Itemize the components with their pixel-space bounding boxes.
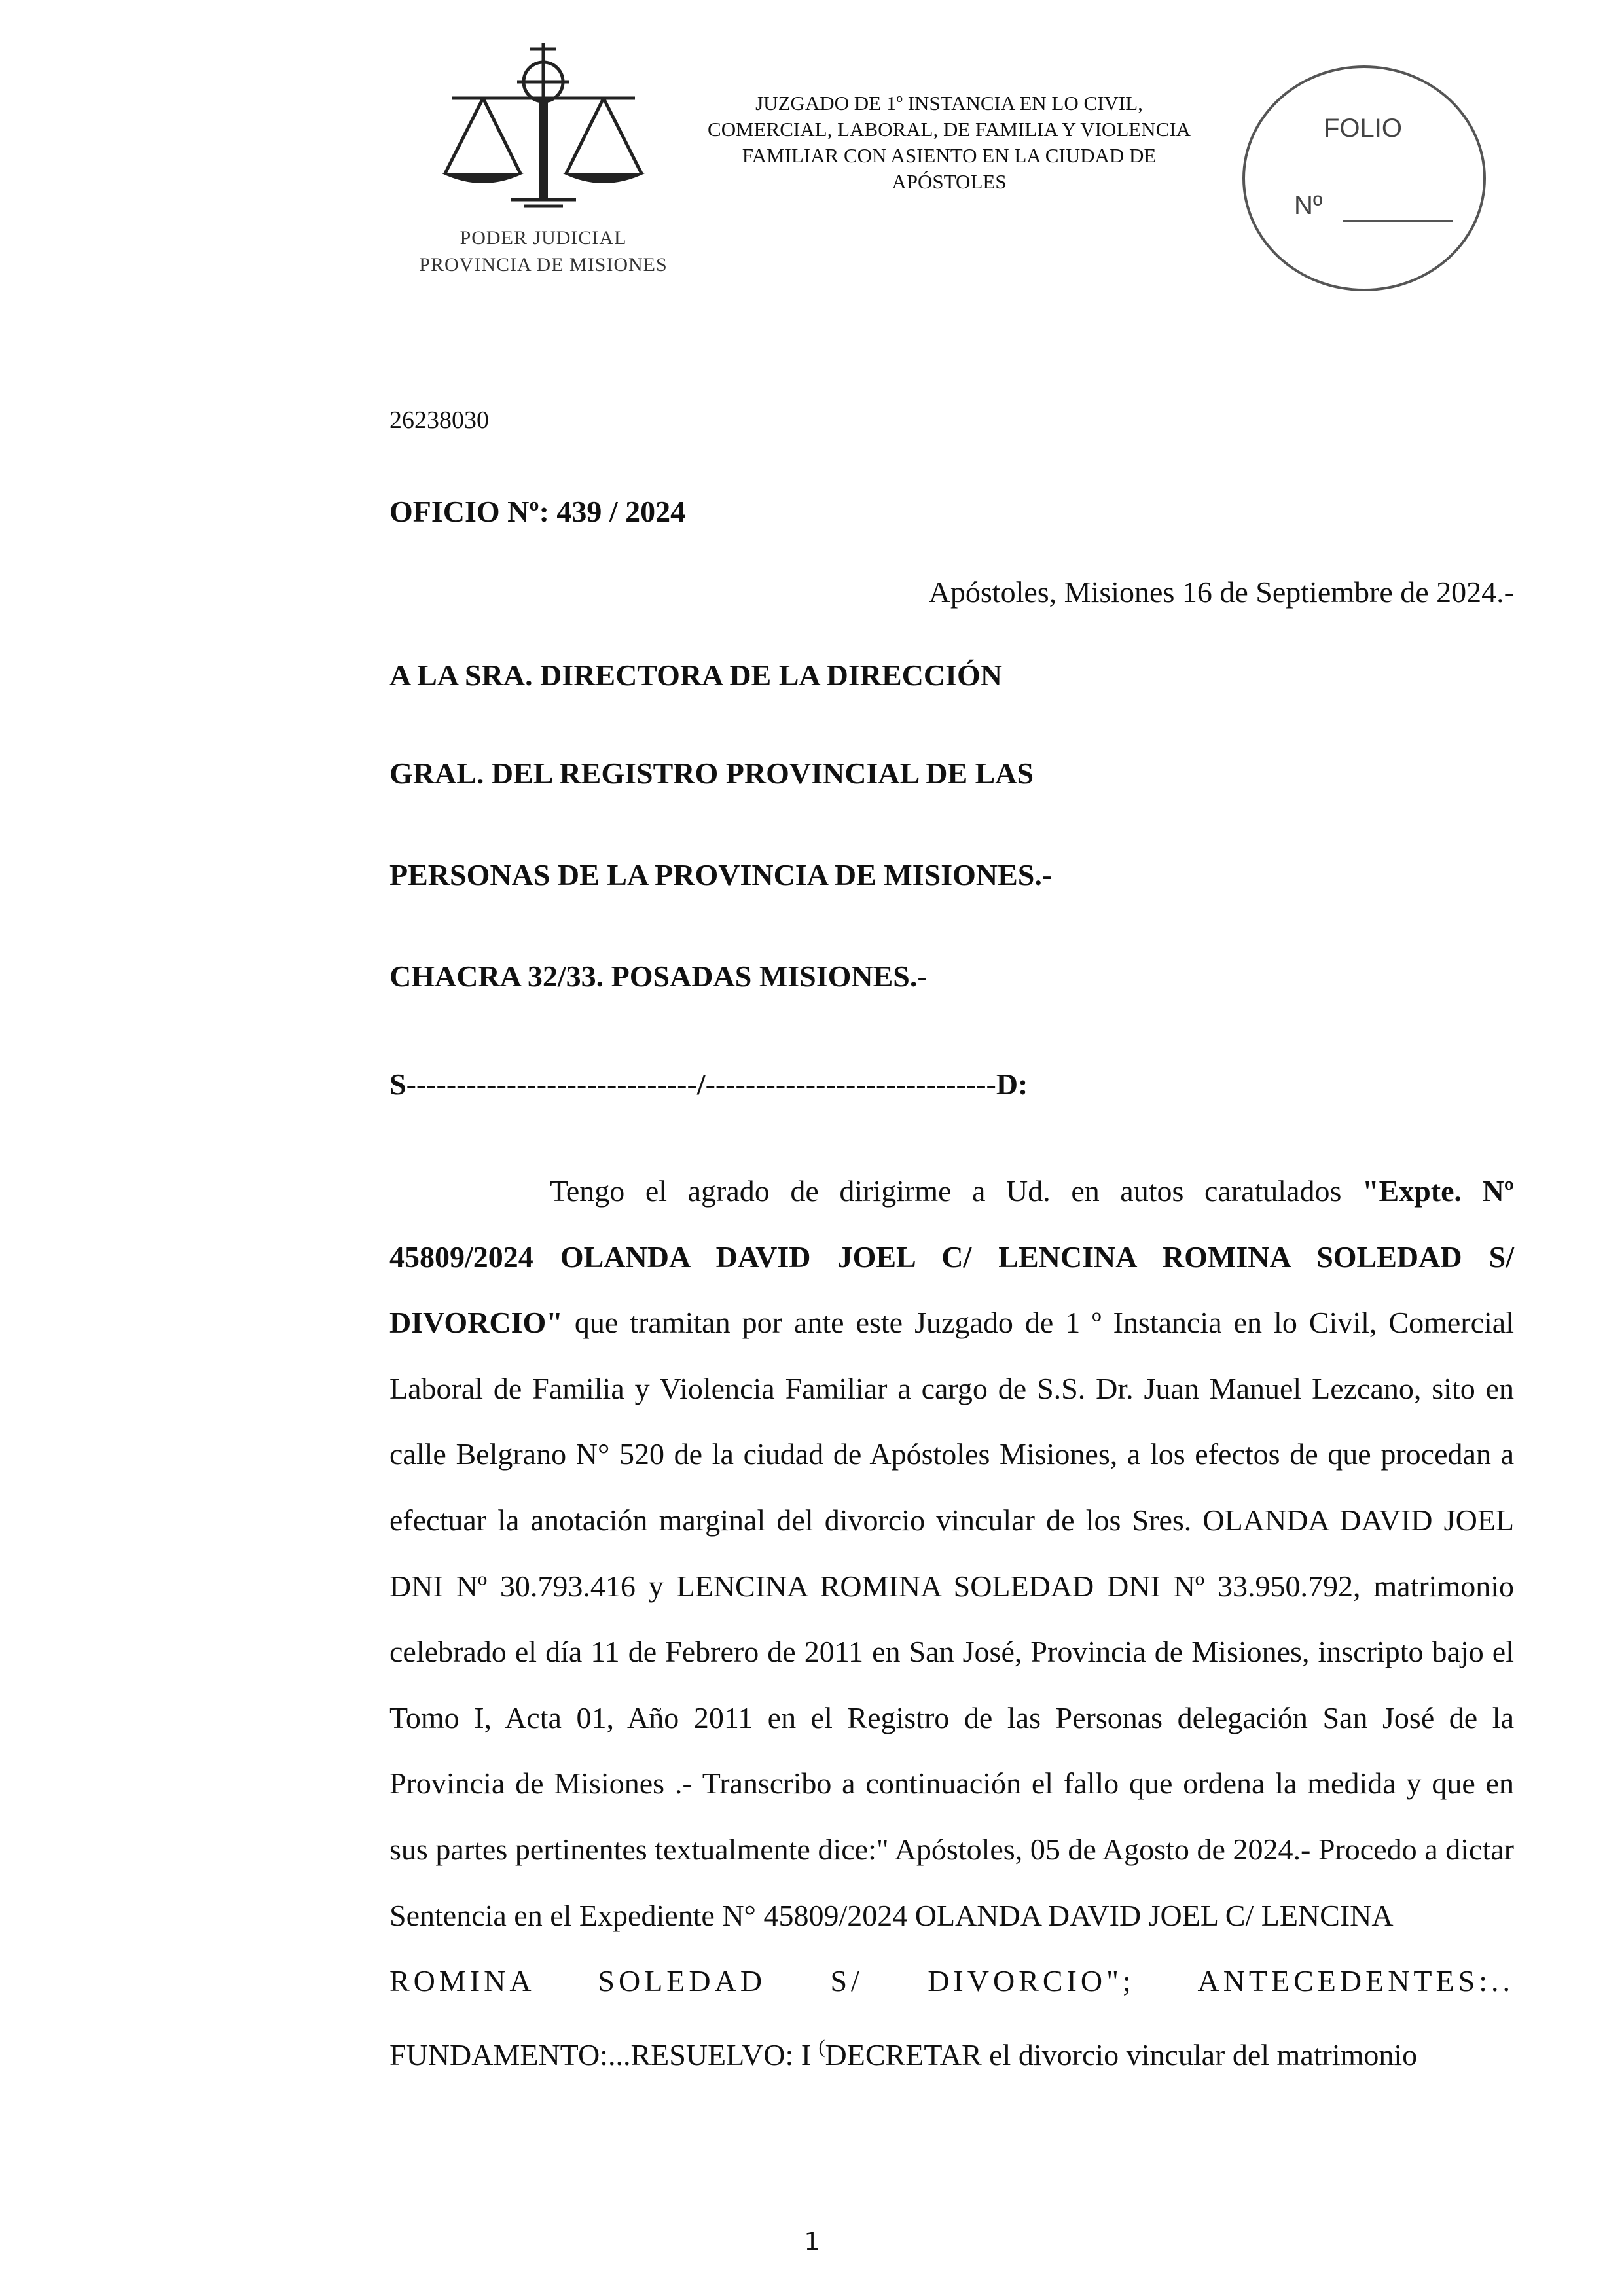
addressee-line: CHACRA 32/33. POSADAS MISIONES.- — [389, 960, 928, 993]
salutation-line: S-----------------------------/-----------------------------D: — [389, 1067, 1028, 1101]
logo-text-line1: PODER JUDICIAL — [460, 227, 627, 249]
page-number: 1 — [804, 2227, 820, 2256]
document-number: 26238030 — [389, 406, 489, 434]
body-text: que tramitan por ante este Juzgado de 1 º Instancia en lo Civil, Comercial Laboral de Familia y Violencia Familiar a cargo de S.S. Dr. Juan Manuel Lezcano, sito en calle Belgrano N° 520 de la ciudad de Apóstoles Misiones, a los efectos de que procedan a efectuar la anotación marginal del divorcio vincular de los Sres. OLANDA DAVID JOEL DNI Nº 30.793.416 y LENCINA ROMINA SOLEDAD DNI Nº 33.950.792, matrimonio celebrado el día 11 de Febrero de 2011 en San José, Provincia de Misiones, inscripto bajo el Tomo I, Acta 01, Año 2011 en el Registro de las Personas delegación San José de la Provincia de Misiones .- Transcribo a continuación el fallo que ordena la medida y que en sus partes pertinentes textualmente dice:" Apóstoles, 05 de Agosto de 2024.- Procedo a dictar Sentencia en el Expediente N° 45809/2024 OLANDA DAVID JOEL C/ LENCINA — [389, 1306, 1514, 1932]
folio-stamp — [1242, 65, 1486, 291]
body-end-a: FUNDAMENTO:...RESUELVO: I — [389, 2037, 819, 2072]
folio-title: FOLIO — [1324, 114, 1403, 143]
addressee-line: PERSONAS DE LA PROVINCIA DE MISIONES.- — [389, 858, 1053, 891]
letter-body — [389, 1158, 1514, 2088]
case-title: "Expte. Nº 45809/2024 OLANDA DAVID JOEL C/ LENCINA ROMINA SOLEDAD S/ DIVORCIO" — [389, 1174, 1514, 1340]
body-paragraph — [389, 1158, 1514, 2088]
court-header-line: COMERCIAL, LABORAL, DE FAMILIA Y VIOLENCIA — [708, 118, 1191, 141]
addressee-line: GRAL. DEL REGISTRO PROVINCIAL DE LAS — [389, 757, 1034, 790]
oficio-number: OFICIO Nº: 439 / 2024 — [389, 495, 686, 528]
court-header-line: APÓSTOLES — [892, 170, 1007, 193]
body-spread-line: ROMINA SOLEDAD S/ DIVORCIO"; ANTECEDENTES:.. — [389, 1964, 1514, 1998]
body-intro: Tengo el agrado de dirigirme a Ud. en autos caratulados — [550, 1174, 1362, 1208]
date-line: Apóstoles, Misiones 16 de Septiembre de 2024.- — [928, 575, 1514, 609]
folio-number-blank — [1343, 220, 1453, 222]
court-header-line: JUZGADO DE 1º INSTANCIA EN LO CIVIL, — [755, 92, 1143, 115]
logo-text-line2: PROVINCIA DE MISIONES — [419, 254, 668, 276]
body-end-mark: ( — [818, 2036, 825, 2058]
court-header — [681, 90, 1218, 195]
addressee-line: A LA SRA. DIRECTORA DE LA DIRECCIÓN — [389, 658, 1002, 692]
folio-number-label: Nº — [1294, 191, 1323, 220]
judicial-logo — [393, 36, 694, 298]
court-header-line: FAMILIAR CON ASIENTO EN LA CIUDAD DE — [742, 144, 1157, 167]
body-end-b: DECRETAR el divorcio vincular del matrimonio — [825, 2037, 1418, 2072]
scales-of-justice-icon — [432, 36, 655, 219]
